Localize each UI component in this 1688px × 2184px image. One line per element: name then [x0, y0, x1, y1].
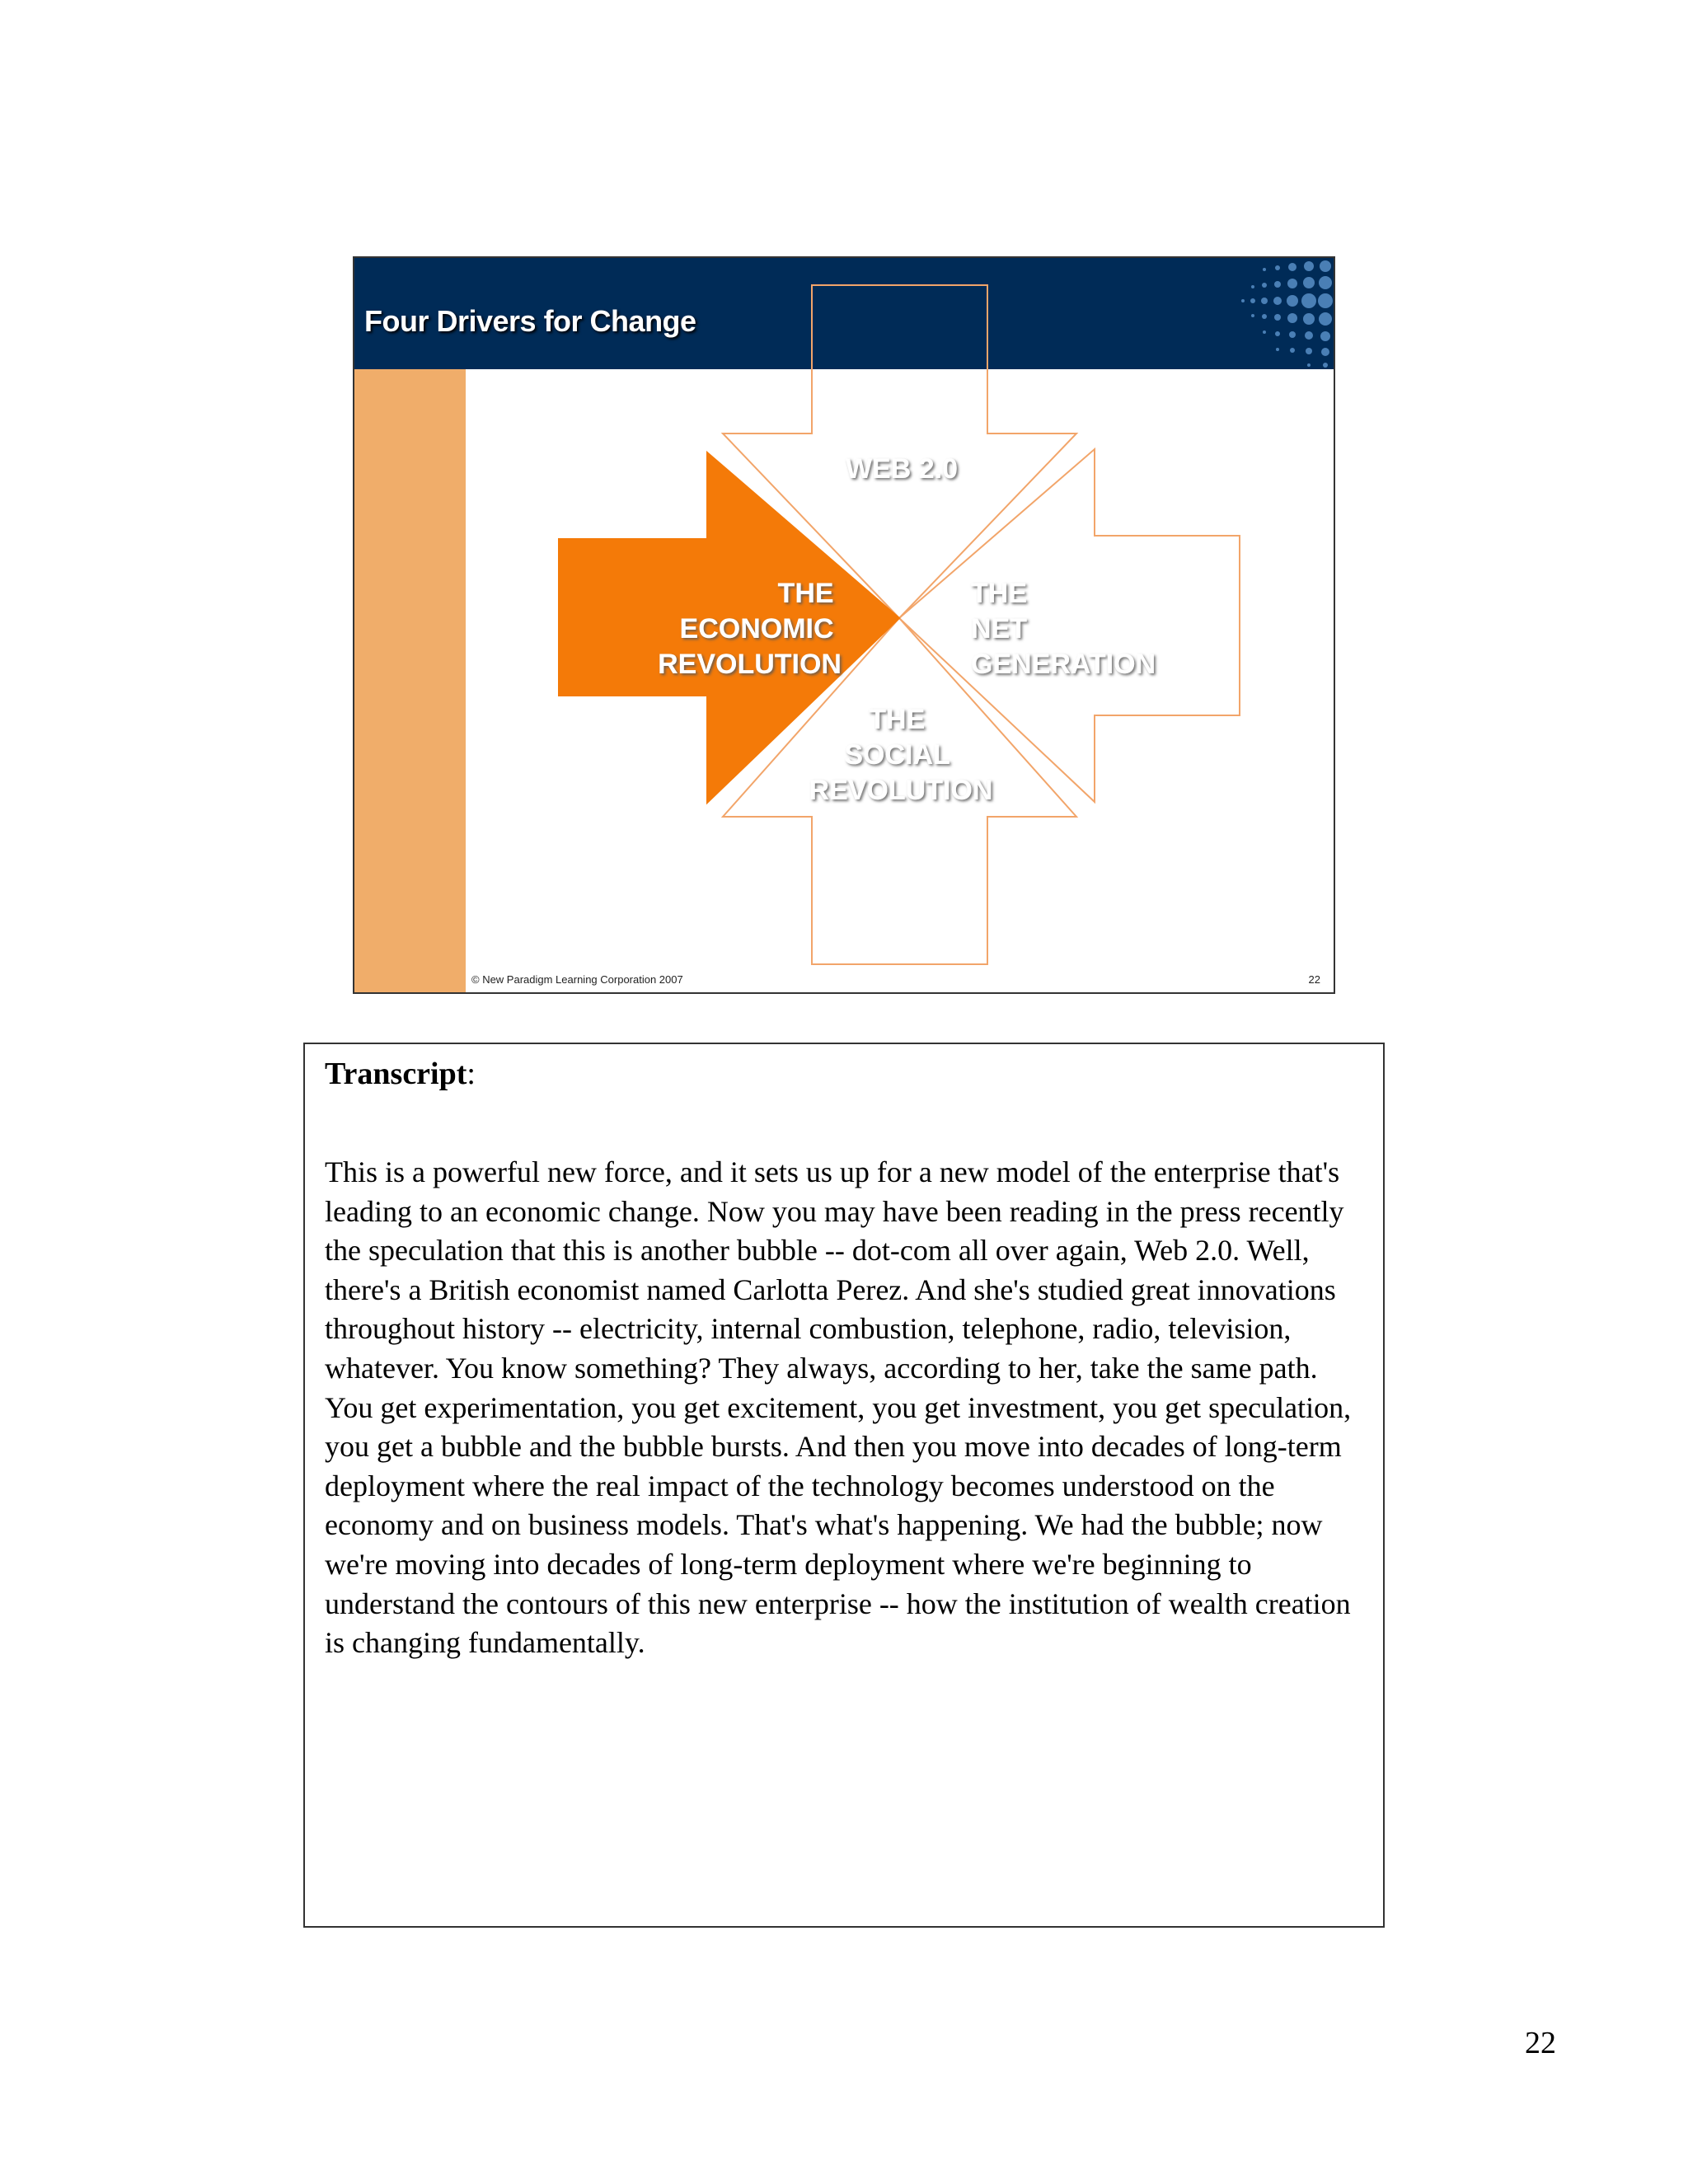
slide-copyright: © New Paradigm Learning Corporation 2007 [471, 973, 683, 986]
transcript-body: This is a powerful new force, and it sets us up for a new model of the enterprise that's leading to an economic change. Now you may have been reading in the press recently the speculation that this is another bubble -- dot-com all over again, Web 2.0. Well, there's a British economist named Carlotta Perez. And she's studied great innovations throughout history -- electricity, internal combustion, telephone, radio, television, whatever. You know something? They always, according to her, take the same path. You get experimentation, you get excitement, you get investment, you get speculation, you get a bubble and the bubble bursts. And then you move into decades of long-term deployment where the real impact of the technology becomes understood on the economy and on business models. That's what's happening. We had the bubble; now we're moving into decades of long-term deployment where we're beginning to understand the contours of this new enterprise -- how the institution of wealth creation is changing fundamentally. [325, 1155, 1352, 1660]
arrow-label-net-line1: THE [971, 578, 1027, 609]
arrow-label-economic-line2: ECONOMIC [679, 613, 834, 644]
arrow-label-economic-line1: THE [777, 578, 834, 609]
transcript-colon: : [467, 1057, 476, 1091]
page-number: 22 [1525, 2026, 1556, 2060]
arrow-label-social-line3: REVOLUTION [809, 775, 993, 806]
arrow-label-economic-line3: REVOLUTION [658, 649, 842, 680]
arrow-label-web20: WEB 2.0 [845, 453, 959, 485]
arrow-label-social [809, 704, 993, 806]
arrow-label-net-line3: GENERATION [971, 649, 1156, 680]
transcript-heading [325, 1056, 476, 1092]
arrow-label-social-line2: SOCIAL [844, 739, 950, 771]
transcript-box [303, 1043, 1385, 1928]
slide [353, 256, 1335, 994]
arrow-label-net-line2: NET [971, 613, 1027, 644]
slide-number: 22 [1308, 973, 1320, 986]
arrow-label-social-line1: THE [869, 704, 926, 735]
transcript-label: Transcript [325, 1057, 467, 1091]
four-drivers-diagram [354, 258, 1335, 994]
slide-title: Four Drivers for Change [364, 304, 696, 338]
arrow-label-net-generation [971, 578, 1156, 680]
